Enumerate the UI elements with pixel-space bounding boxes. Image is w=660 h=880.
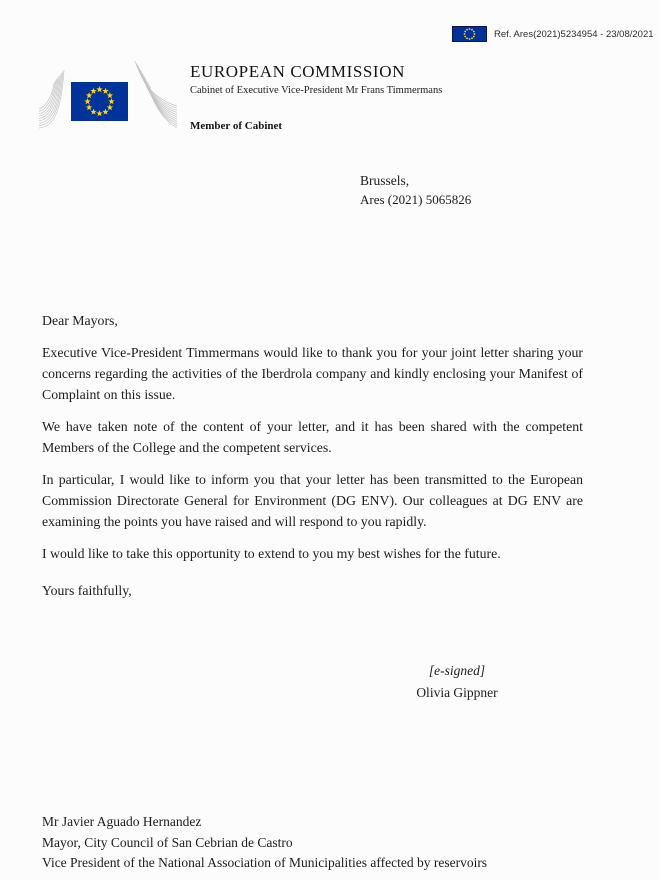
recipient-address-block <box>42 812 602 874</box>
logo-eu-flag <box>71 82 128 121</box>
european-commission-logo <box>38 58 178 136</box>
esigned-marker: [e-signed] <box>428 663 486 678</box>
place-line: Brussels, <box>360 173 410 188</box>
institution-name: EUROPEAN COMMISSION <box>190 62 405 81</box>
recipient-name: Mr Javier Aguado Hernandez <box>42 814 202 829</box>
recipient-title-1: Mayor, City Council of San Cebrian de Castro <box>42 834 293 850</box>
cabinet-line: Cabinet of Executive Vice-President Mr Frans Timmermans <box>190 85 443 96</box>
member-of-cabinet-line: Member of Cabinet <box>190 120 283 132</box>
signature-block <box>362 660 552 703</box>
ares-reference-text: Ref. Ares(2021)5234954 - 23/08/2021 <box>494 28 654 40</box>
paragraph-3: In particular, I would like to inform you that your letter has been transmitted to the European Commission Directorate General for Environment (DG ENV). Our colleagues at DG ENV are examining the points you have raised and will respond to you rapidly. <box>42 472 583 529</box>
place-date-block <box>360 173 471 208</box>
closing-salutation: Yours faithfully, <box>42 583 132 598</box>
registration-banner <box>452 26 654 42</box>
salutation: Dear Mayors, <box>42 313 118 328</box>
paragraph-2: We have taken note of the content of your letter, and it has been shared with the competent Members of the College and the competent services. <box>42 419 583 455</box>
recipient-title-2: Vice President of the National Association of Municipalities affected by reservoirs <box>42 855 488 870</box>
paragraph-1: Executive Vice-President Timmermans would like to thank you for your joint letter sharing your concerns regarding the activities of the Iberdrola company and kindly enclosing your Manifest of Complaint on this issue. <box>42 345 583 402</box>
letter-body <box>42 310 583 601</box>
letterhead <box>190 62 610 132</box>
logo-left-lines <box>39 70 64 128</box>
paragraph-4: I would like to take this opportunity to extend to you my best wishes for the future. <box>42 546 501 561</box>
signer-name: Olivia Gippner <box>416 684 498 700</box>
ares-number-line: Ares (2021) 5065826 <box>360 192 472 207</box>
eu-flag-icon <box>452 26 487 42</box>
logo-right-lines <box>135 61 177 128</box>
